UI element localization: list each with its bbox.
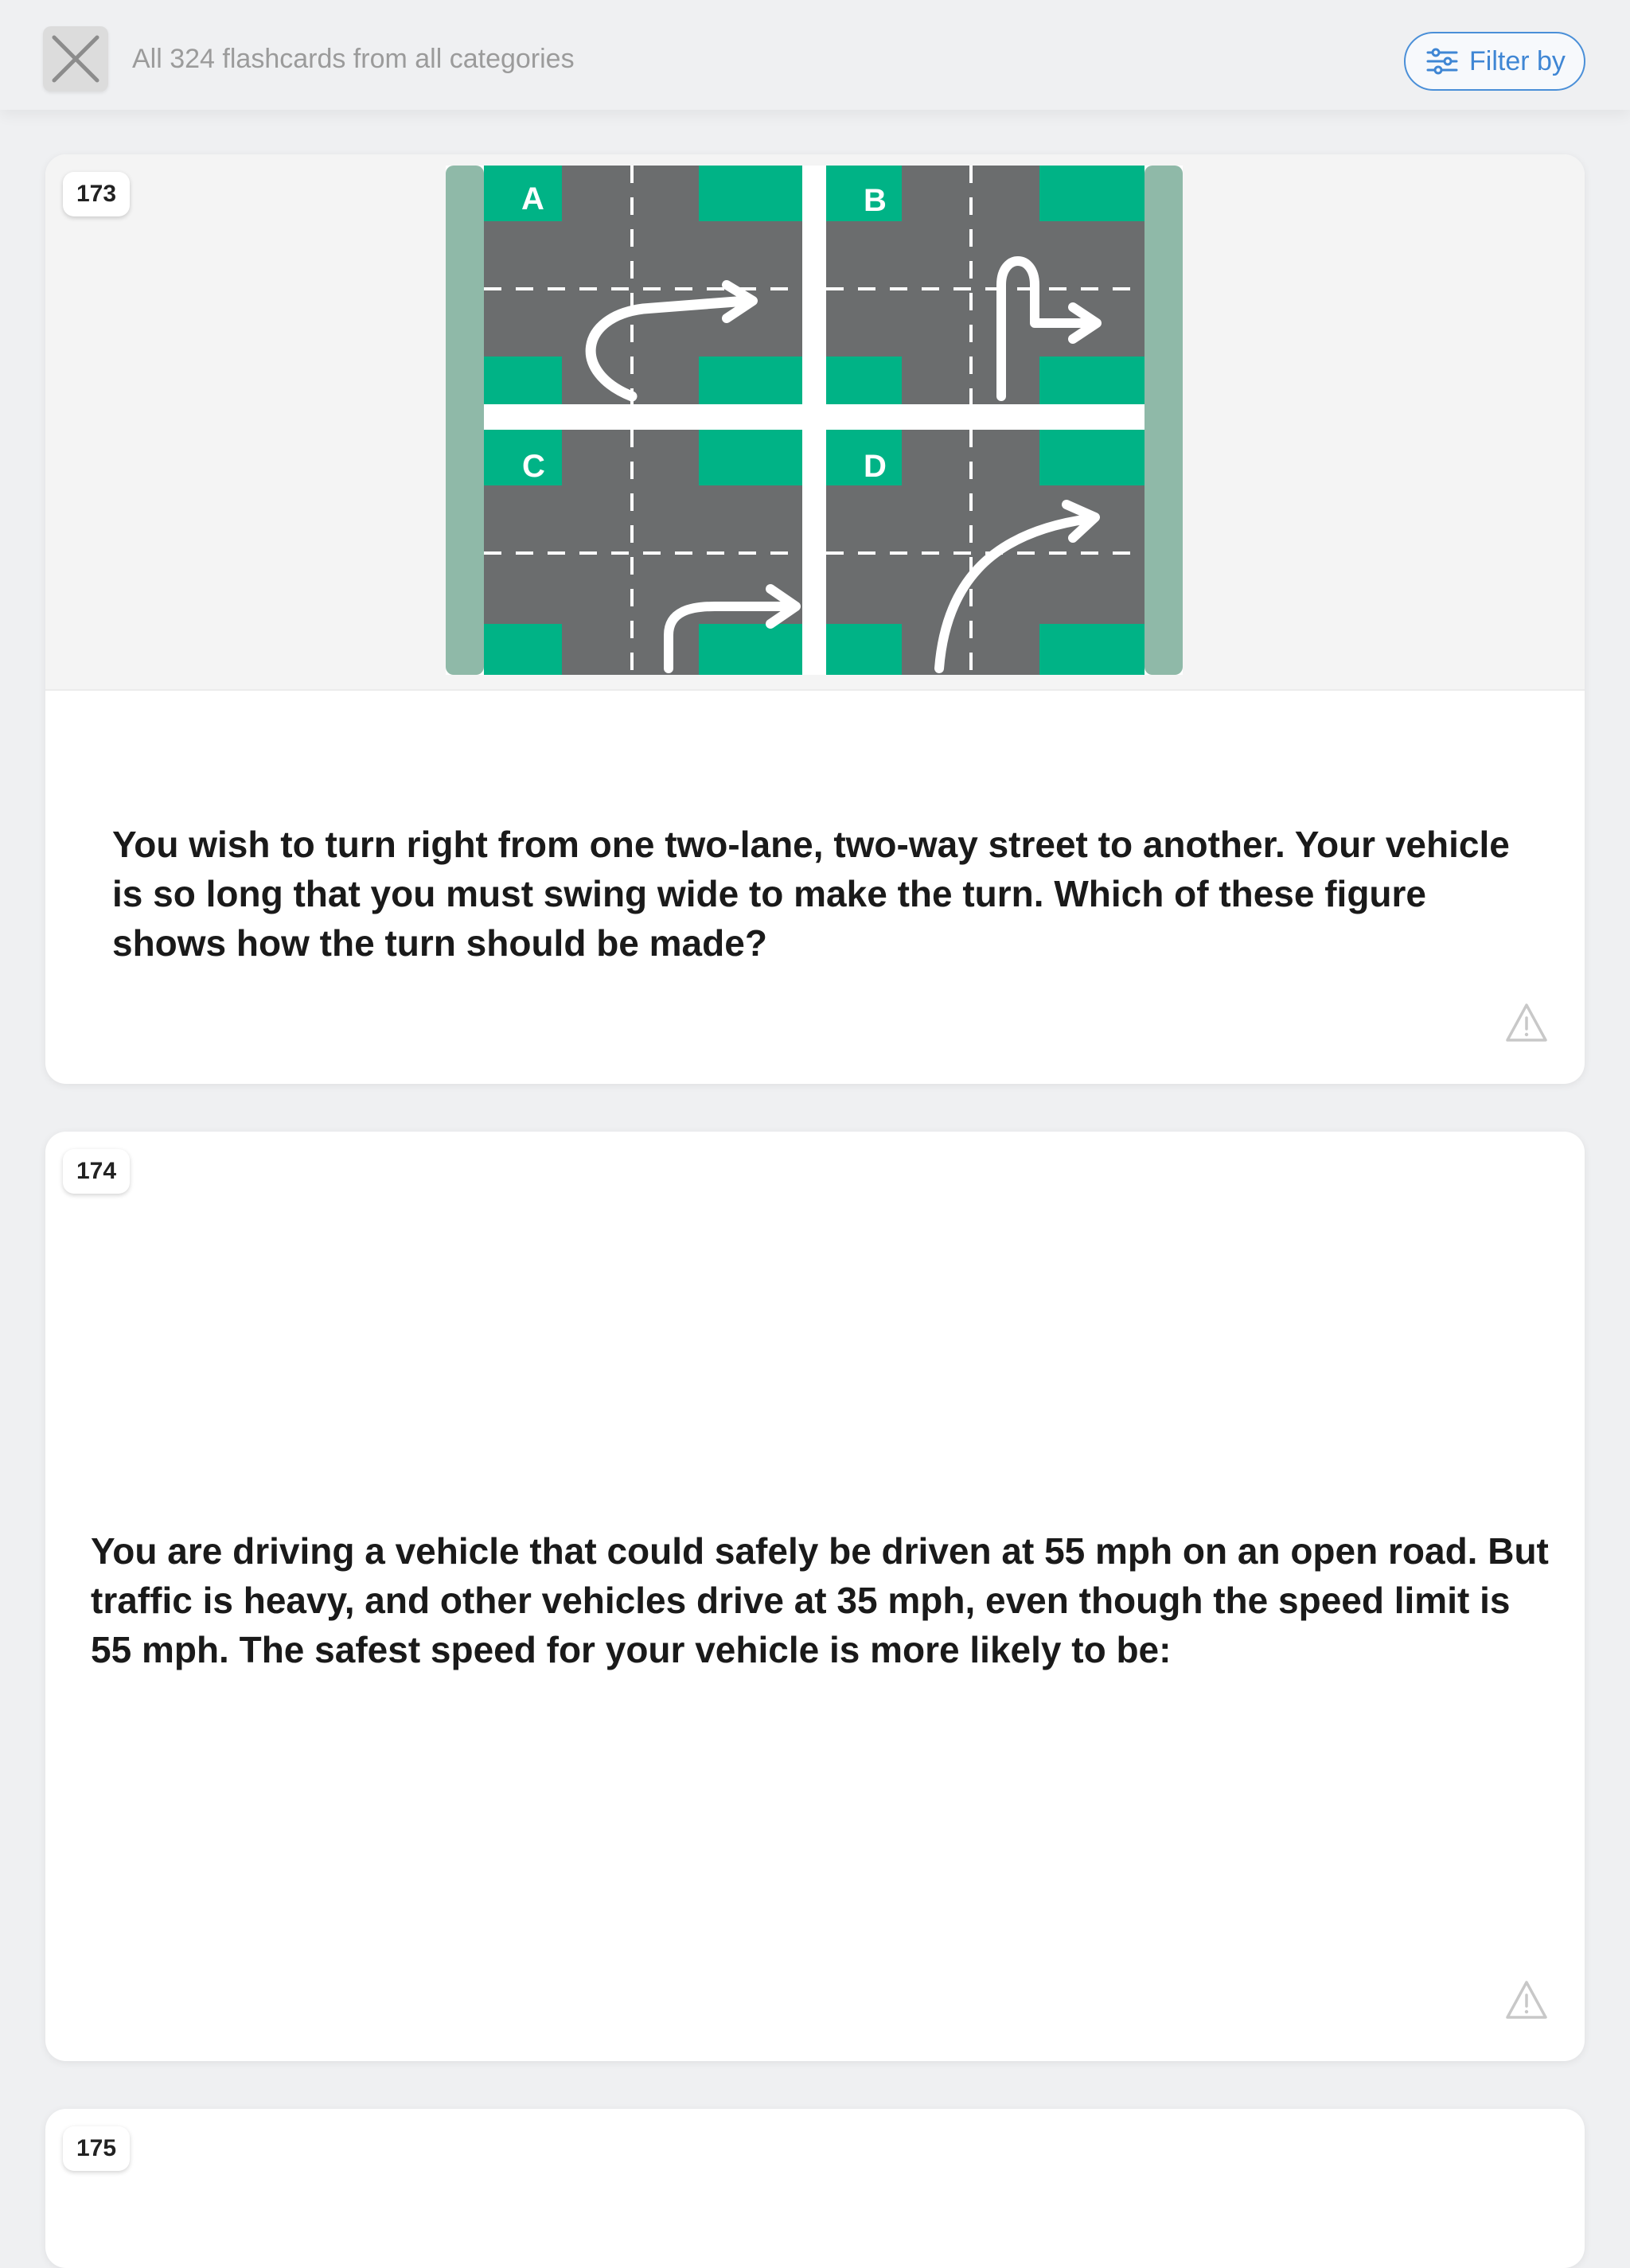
card-number-badge: 175 bbox=[63, 2126, 130, 2171]
right-turn-diagram bbox=[446, 166, 1183, 675]
figure-label-a: A bbox=[521, 181, 544, 216]
question-text: You are driving a vehicle that could safely be driven at 55 mph on an open road. But traffic is heavy, and other vehicles drive at 35 mph, even though the speed limit is 55 mph. The safest speed for your vehicle is more likely to be: bbox=[91, 1530, 1549, 1670]
card-number-badge: 173 bbox=[63, 172, 130, 216]
card-number-badge: 174 bbox=[63, 1149, 130, 1194]
flashcard[interactable] bbox=[45, 1132, 1585, 2061]
close-button[interactable] bbox=[43, 26, 108, 92]
filter-button[interactable] bbox=[1404, 32, 1585, 91]
report-warning-icon[interactable] bbox=[1504, 1979, 1549, 2021]
figure-label-c: C bbox=[522, 449, 545, 484]
figure-label-d: D bbox=[864, 449, 887, 484]
filter-button-label: Filter by bbox=[1469, 45, 1566, 76]
question-text: You wish to turn right from one two-lane, two-way street to another. Your vehicle is so long that you must swing wide to make the turn. Which of these figure shows how the turn should be made? bbox=[112, 824, 1510, 964]
flashcard[interactable] bbox=[45, 154, 1585, 1084]
report-warning-icon[interactable] bbox=[1504, 1002, 1549, 1043]
sliders-icon bbox=[1426, 48, 1458, 75]
page-title: All 324 flashcards from all categories bbox=[132, 44, 575, 74]
figure-label-b: B bbox=[864, 183, 887, 218]
flashcard[interactable] bbox=[45, 2109, 1585, 2268]
close-icon bbox=[51, 34, 100, 84]
flashcard-image-area bbox=[45, 154, 1585, 691]
top-bar bbox=[0, 0, 1630, 110]
